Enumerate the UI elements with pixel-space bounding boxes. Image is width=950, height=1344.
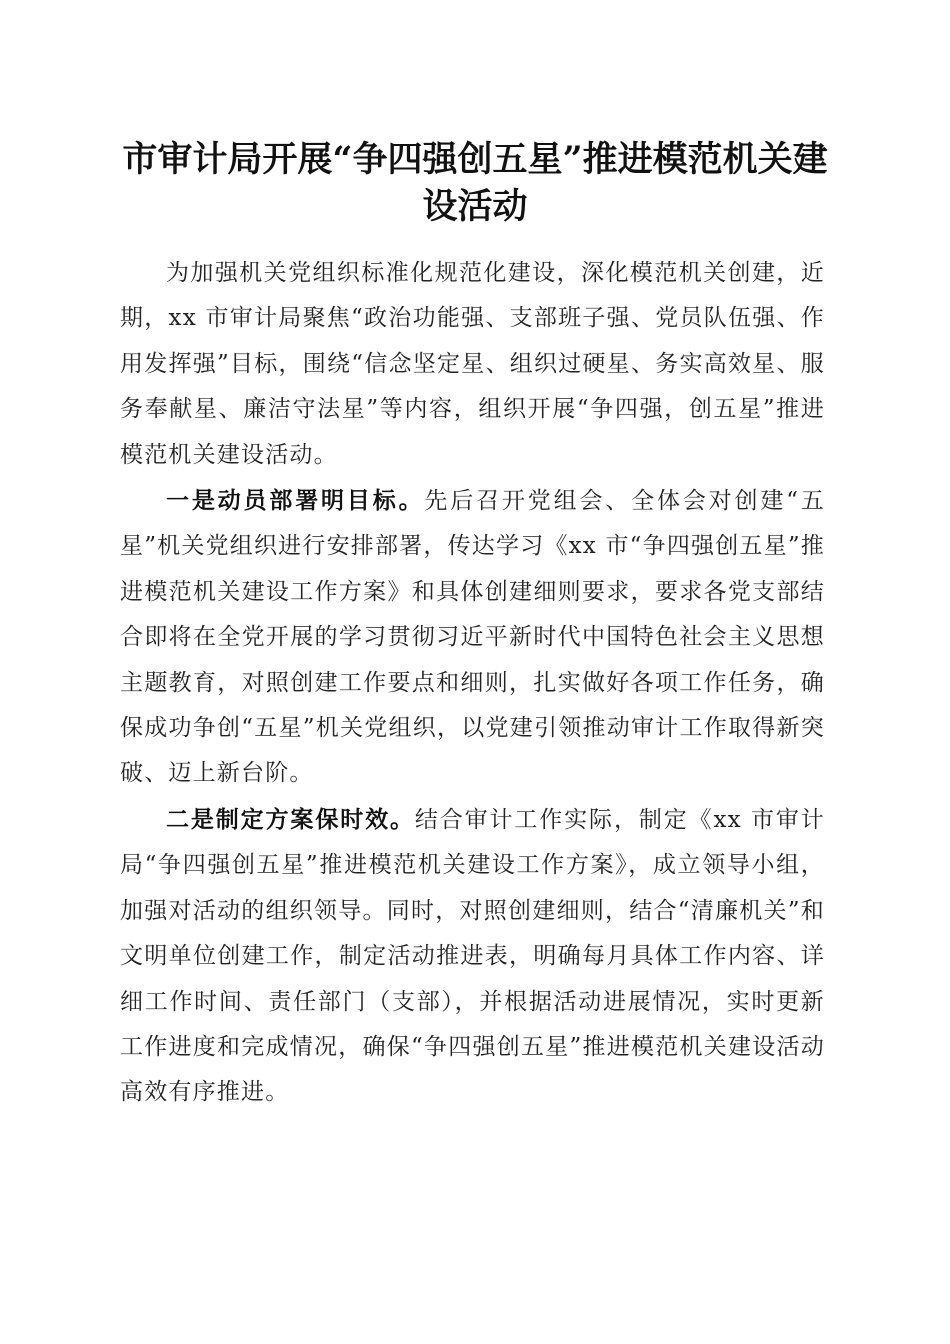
document-title: 市审计局开展“争四强创五星”推进模范机关建设活动	[122, 139, 828, 227]
paragraph-lead: 二是制定方案保时效。	[166, 805, 415, 833]
paragraph-text: 先后召开党组会、全体会对创建“五星”机关党组织进行安排部署，传达学习《xx 市“争四强创五星”推进模范机关建设工作方案》和具体创建细则要求，要求各党支部结合即将在全党开展的学习贯彻习近平新时代中国特色社会主义思想主题教育，对照创建工作要点和细则，扎实做好各项工作任务，确保成功争创“五星”机关党组织，以党建引领推动审计工作取得新突破、迈上新台阶。	[120, 488, 825, 787]
paragraph-plan	[120, 797, 825, 1116]
paragraph-lead: 一是动员部署明目标。	[166, 487, 425, 515]
paragraph-mobilization	[120, 478, 825, 797]
paragraph-intro	[120, 250, 825, 478]
document-body	[120, 250, 825, 1116]
paragraph-text: 为加强机关党组织标准化规范化建设，深化模范机关创建，近期，xx 市审计局聚焦“政治功能强、支部班子强、党员队伍强、作用发挥强”目标，围绕“信念坚定星、组织过硬星、务实高效星、服务奉献星、廉洁守法星”等内容，组织开展“争四强，创五星”推进模范机关建设活动。	[120, 260, 825, 468]
paragraph-text: 结合审计工作实际，制定《xx 市审计局“争四强创五星”推进模范机关建设工作方案》，成立领导小组，加强对活动的组织领导。同时，对照创建细则，结合“清廉机关”和文明单位创建工作，制定活动推进表，明确每月具体工作内容、详细工作时间、责任部门（支部），并根据活动进展情况，实时更新工作进度和完成情况，确保“争四强创五星”推进模范机关建设活动高效有序推进。	[120, 806, 825, 1106]
